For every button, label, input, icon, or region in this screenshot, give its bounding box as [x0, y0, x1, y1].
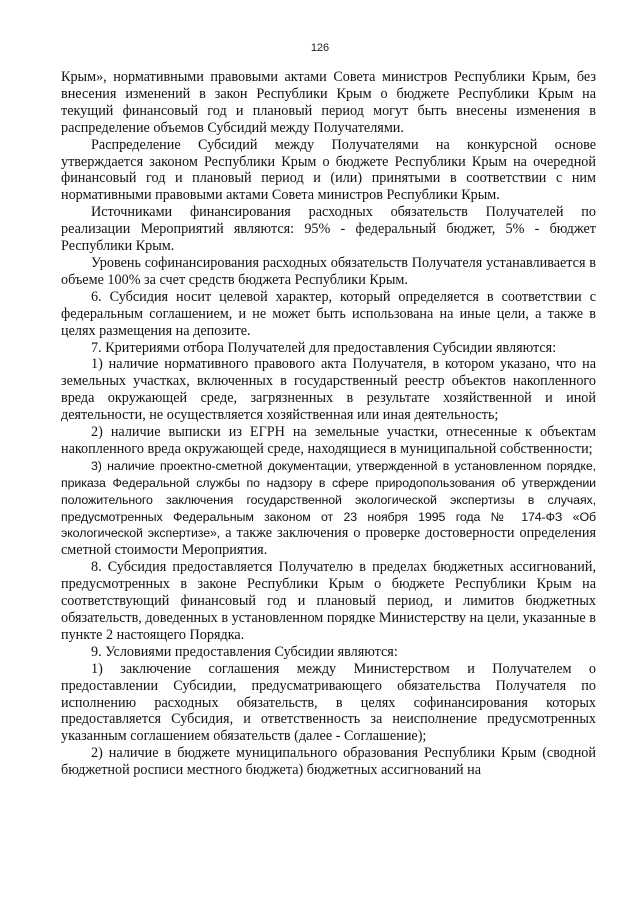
paragraph-point-6: 6. Субсидия носит целевой характер, который определяется в соответствии с федеральным соглашением, и не может быть использована на иные цели, а также в целях размещения на депозите. [61, 288, 596, 339]
paragraph-point-7-3-tail: а также заключения о проверке достоверности определения сметной стоимости Мероприятия. [61, 525, 596, 559]
paragraph-point-7-3 [61, 458, 596, 559]
paragraph-point-7: 7. Критериями отбора Получателей для предоставления Субсидии являются: [91, 339, 557, 356]
paragraph-point-7-3-condensed: 3) наличие проектно-сметной документации, утвержденной в установленном порядке, приказа Федеральной службы по надзору в сфере природопользования об утверждении положительного заключения государственной экологической экспертизы в случаях, предусмотренных Федеральным законом от 23 ноября 1995 года № 174-ФЗ «Об экологической экспертизе», [61, 458, 596, 541]
paragraph-distribution: Распределение Субсидий между Получателями на конкурсной основе утверждается законом Республики Крым о бюджете Республики Крым на очередной финансовый год и плановый период и (или) принятыми в соответствии с ним нормативными правовыми актами Совета министров Республики Крым. [61, 136, 596, 204]
paragraph-point-7-1: 1) наличие нормативного правового акта Получателя, в котором указано, что на земельных участках, включенных в государственный реестр объектов накопленного вреда окружающей среде, загрязненных в результате хозяйственной и иной деятельности, не осуществляется хозяйственная или иная деятельность; [61, 356, 596, 424]
paragraph-point-9-1: 1) заключение соглашения между Министерством и Получателем о предоставлении Субсидии, предусматривающего обязательства Получателя по исполнению расходных обязательств, в целях софинансирования которых предоставляется Субсидия, и ответственность за неисполнение предусмотренных указанным соглашением обязательств (далее - Соглашение); [61, 660, 596, 745]
page-number: 126 [310, 42, 330, 54]
document-body [61, 69, 596, 779]
paragraph-point-8: 8. Субсидия предоставляется Получателю в пределах бюджетных ассигнований, предусмотренных в законе Республики Крым о бюджете Республики Крым на соответствующий финансовый год и плановый период, и лимитов бюджетных обязательств, доведенных в установленном порядке Министерству на цели, указанные в пункте 2 настоящего Порядка. [61, 559, 596, 643]
paragraph-point-7-2: 2) наличие выписки из ЕГРН на земельные участки, отнесенные к объектам накопленного вреда окружающей среде, находящиеся в муниципальной собственности; [61, 424, 596, 457]
paragraph-cofinancing-level: Уровень софинансирования расходных обязательств Получателя устанавливается в объеме 100% за счет средств бюджета Республики Крым. [61, 254, 596, 288]
paragraph-funding-sources: Источниками финансирования расходных обязательств Получателей по реализации Мероприятий являются: 95% - федеральный бюджет, 5% - бюджет Республики Крым. [61, 204, 596, 255]
paragraph-point-9: 9. Условиями предоставления Субсидии являются: [91, 643, 398, 660]
paragraph-point-9-2: 2) наличие в бюджете муниципального образования Республики Крым (сводной бюджетной росписи местного бюджета) бюджетных ассигнований на [61, 745, 596, 779]
paragraph-continuation: Крым», нормативными правовыми актами Совета министров Республики Крым, без внесения изменений в закон Республики Крым о бюджете Республики Крым на текущий финансовый год и плановый период могут быть внесены изменения в распределение объемов Субсидий между Получателями. [61, 69, 596, 136]
